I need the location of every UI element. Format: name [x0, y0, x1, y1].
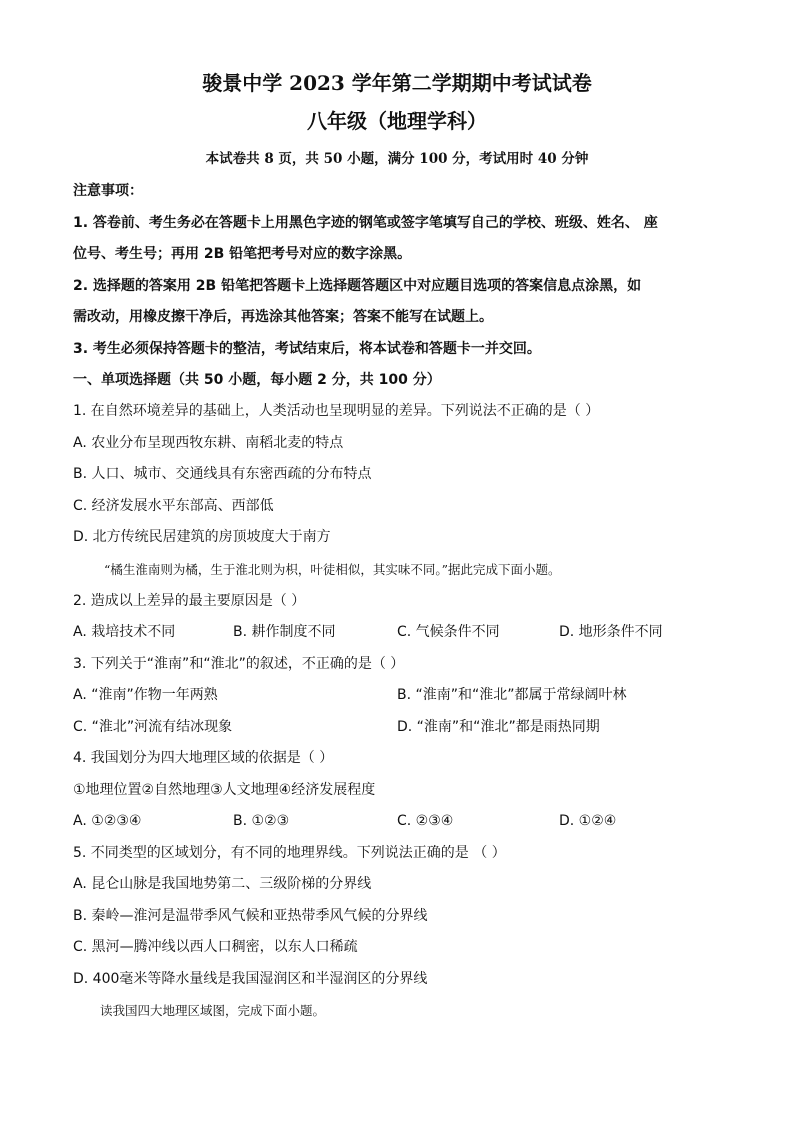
q1-option-c: C. 经济发展水平东部高、西部低	[73, 498, 274, 514]
q5-option-d: D. 400毫米等降水量线是我国湿润区和半湿润区的分界线	[73, 971, 428, 987]
q3-stem: 3. 下列关于“淮南”和“淮北”的叙述，不正确的是（ ）	[73, 656, 405, 672]
exam-subtitle: 八年级（地理学科）	[307, 109, 487, 133]
q2-option-b: B. 耕作制度不同	[233, 624, 336, 640]
q5-option-b: B. 秦岭—淮河是温带季风气候和亚热带季风气候的分界线	[73, 908, 428, 924]
q4-option-a: A. ①②③④	[73, 813, 142, 829]
q3-option-a: A. “淮南”作物一年两熟	[73, 687, 218, 703]
note-2-line-2: 需改动，用橡皮擦干净后，再选涂其他答案；答案不能写在试题上。	[73, 309, 493, 325]
q4-option-c: C. ②③④	[397, 813, 454, 829]
note-3: 3. 考生必须保持答题卡的整洁，考试结束后，将本试卷和答题卡一并交回。	[73, 341, 541, 357]
note-1-line-2: 位号、考生号；再用 2B 铅笔把考号对应的数字涂黑。	[73, 246, 412, 262]
passage-quote: “橘生淮南则为橘，生于淮北则为枳，叶徒相似，其实味不同。”据此完成下面小题。	[104, 562, 561, 577]
map-prompt: 读我国四大地理区域图，完成下面小题。	[100, 1003, 326, 1018]
q5-option-c: C. 黑河—腾冲线以西人口稠密，以东人口稀疏	[73, 939, 358, 955]
q5-option-a: A. 昆仑山脉是我国地势第二、三级阶梯的分界线	[73, 876, 372, 892]
q4-option-b: B. ①②③	[233, 813, 290, 829]
notes-heading: 注意事项：	[73, 183, 143, 199]
q3-option-b: B. “淮南”和“淮北”都属于常绿阔叶林	[397, 687, 627, 703]
q3-option-d: D. “淮南”和“淮北”都是雨热同期	[397, 719, 600, 735]
q4-stem: 4. 我国划分为四大地理区域的依据是（ ）	[73, 750, 334, 766]
q5-stem: 5. 不同类型的区域划分，有不同的地理界线。下列说法正确的是 （ ）	[73, 845, 506, 861]
exam-info: 本试卷共 8 页，共 50 小题，满分 100 分，考试用时 40 分钟	[205, 151, 589, 167]
note-2-line-1: 2. 选择题的答案用 2B 铅笔把答题卡上选择题答题区中对应题目选项的答案信息点涂黑，如	[73, 278, 642, 294]
q1-option-d: D. 北方传统民居建筑的房顶坡度大于南方	[73, 529, 331, 545]
q2-option-d: D. 地形条件不同	[559, 624, 663, 640]
q3-option-c: C. “淮北”河流有结冰现象	[73, 719, 233, 735]
q1-option-b: B. 人口、城市、交通线具有东密西疏的分布特点	[73, 466, 372, 482]
section-heading: 一、单项选择题（共 50 小题，每小题 2 分，共 100 分）	[73, 372, 441, 388]
q2-option-a: A. 栽培技术不同	[73, 624, 176, 640]
q1-stem: 1. 在自然环境差异的基础上，人类活动也呈现明显的差异。下列说法不正确的是（ ）	[73, 403, 600, 419]
q4-statements: ①地理位置②自然地理③人文地理④经济发展程度	[73, 782, 376, 798]
q1-option-a: A. 农业分布呈现西牧东耕、南稻北麦的特点	[73, 435, 344, 451]
exam-title: 骏景中学 2023 学年第二学期期中考试试卷	[202, 71, 592, 95]
note-1-line-1: 1. 答卷前、考生务必在答题卡上用黑色字迹的钢笔或签字笔填写自己的学校、班级、姓名、 座	[73, 215, 658, 231]
q4-option-d: D. ①②④	[559, 813, 617, 829]
q2-option-c: C. 气候条件不同	[397, 624, 500, 640]
q2-stem: 2. 造成以上差异的最主要原因是（ ）	[73, 593, 306, 609]
